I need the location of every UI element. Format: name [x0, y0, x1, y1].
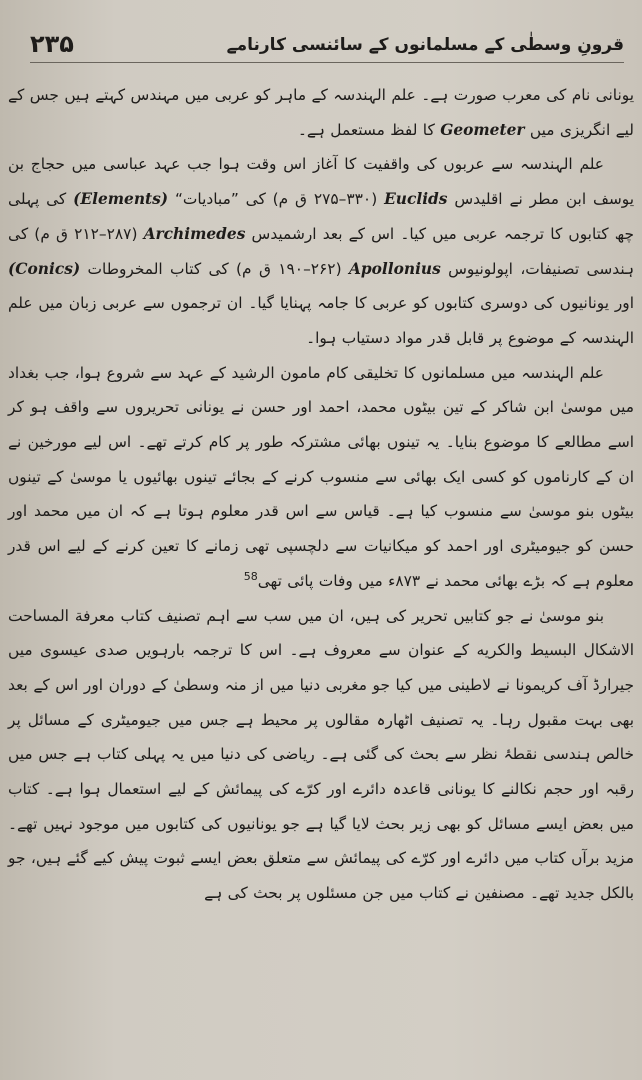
- page-number: ۲۳۵: [30, 30, 74, 58]
- page-body: [8, 78, 634, 1072]
- text-run: کی پہلی چھ کتابوں کا ترجمہ عربی میں کیا۔ اس کے بعد ارشمیدس: [8, 190, 635, 243]
- text-run: اور یونانیوں کی دوسری کتابوں کو عربی کا جامہ پہنایا گیا۔ ان ترجموں سے عربی زبان میں علم الہندسہ کے موضوع پر قابل قدر مواد دستیاب ہوا۔: [8, 294, 634, 347]
- text-run: کا لفظ مستعمل ہے۔: [297, 120, 441, 139]
- footnote-marker: 58: [243, 569, 258, 583]
- text-run: (۳۳۰–۲۷۵ ق م) کی ”مبادیات“: [168, 190, 385, 209]
- page-header: [30, 26, 624, 63]
- latin-term: Geometer: [440, 120, 525, 139]
- latin-term: Archimedes: [143, 224, 246, 243]
- text-run: علم الہندسہ میں مسلمانوں کا تخلیقی کام مامون الرشید کے عہد سے شروع ہوا، جب بغداد میں موسیٰ ابن شاکر کے تین بیٹوں محمد، احمد اور حسن نے یونانی تحریروں سے واقف ہو کر اسے مطالعے کا موضوع بنایا۔ یہ تینوں بھائی مشترکہ طور پر کام کرتے تھے۔ اس لیے مورخین نے ان کے کارناموں کو کسی ایک بھائی سے منسوب کرنے کے بجائے تینوں بھائیوں یا موسیٰ کے تینوں بیٹوں بنو موسیٰ سے منسوب کیا ہے۔ قیاس سے اس قدر معلوم ہوتا ہے کہ ان میں محمد اور حسن کو جیومیٹری اور احمد کو میکانیات سے دلچسپی تھی زمانے کا تعین کرنے کے لیے اس قدر معلوم ہے کہ بڑے بھائی محمد نے ۸۷۳ء میں وفات پائی تھی: [8, 363, 634, 590]
- latin-term: (Elements): [73, 190, 169, 209]
- latin-term: Euclids: [384, 190, 448, 209]
- text-run: یونانی نام کی معرب صورت ہے۔ علم الہندسہ کے ماہر کو عربی میں مہندس کہتے ہیں جس کے لیے انگریزی میں: [8, 86, 634, 139]
- text-run: بنو موسیٰ نے جو کتابیں تحریر کی ہیں، ان میں سب سے اہم تصنیف کتاب: [114, 606, 604, 625]
- paragraph: [8, 78, 634, 147]
- paragraph: [8, 356, 634, 599]
- paragraph: [8, 147, 634, 355]
- text-run: (۲۸۷–۲۱۲ ق م) کی ہندسی تصنیفات، اپولونیوس: [8, 224, 634, 278]
- text-run: (۲۶۲–۱۹۰ ق م) کی کتاب المخروطات: [80, 259, 349, 278]
- latin-term: (Conics): [8, 259, 81, 278]
- paragraph: [8, 599, 634, 911]
- running-title: قرونِ وسطٰی کے مسلمانوں کے سائنسی کارنامے: [226, 34, 624, 55]
- text-run: علم الہندسہ سے عربوں کی واقفیت کا آغاز اس وقت ہوا جب عہد عباسی میں حجاج بن یوسف ابن مطر نے اقلیدس: [8, 155, 635, 209]
- latin-term: Apollonius: [348, 259, 441, 278]
- book-title: معرفة المساحت الاشكال البسيط والكريه: [8, 606, 634, 660]
- text-run: کے عنوان سے معروف ہے۔ اس کا ترجمہ بارہویں صدی عیسوی میں جیرارڈ آف کریمونا نے لاطینی میں کیا جو مغربی دنیا میں از منہ وسطیٰ کے دوران اور اس کے بعد بھی بہت مقبول رہا۔ یہ تصنیف اٹھارہ مقالوں پر محیط ہے جس میں جیومیٹری کے مسائل پر خالص ہندسی نقطۂ نظر سے بحث کی گئی ہے۔ ریاضی کی دنیا میں یہ پہلی کتاب ہے جس میں رقبہ اور حجم نکالنے کا یونانی قاعدہ دائرے اور کرّے کی پیمائش کے لیے استعمال ہوا ہے۔ کتاب میں بعض ایسے مسائل کو بھی زیر بحث لایا گیا ہے جو یونانیوں کی کتابوں میں موجود نہیں تھے۔ مزید برآں کتاب میں دائرے اور کرّے کی پیمائش سے متعلق بعض ایسے ثبوت پیش کیے گئے ہیں، جو بالکل جدید تھے۔ مصنفین نے کتاب میں جن مسئلوں پر بحث کی ہے: [8, 641, 634, 903]
